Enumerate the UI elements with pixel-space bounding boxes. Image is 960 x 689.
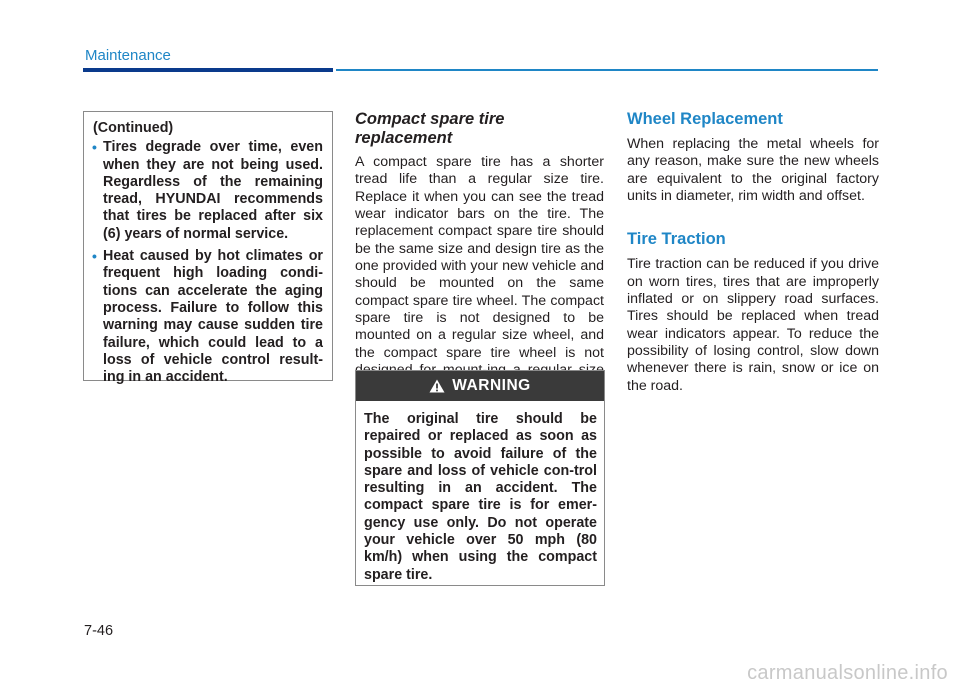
continued-warning-box — [83, 111, 333, 386]
header-rule-light — [336, 69, 878, 71]
continued-label: (Continued) — [93, 120, 174, 136]
right-column — [627, 110, 879, 395]
watermark: carmanualsonline.info — [747, 662, 948, 684]
warning-header — [356, 371, 604, 401]
tire-traction-title: Tire Traction — [627, 230, 726, 249]
compact-spare-section — [355, 110, 604, 397]
bullet-text: Heat caused by hot climates or frequent high loading condi-tions can accelerate the aging process. Failure to follow this warning may cause sudden tire failure, which could lead to a loss of vehicle control result-ing in an accident. — [103, 248, 323, 386]
wheel-replacement-title: Wheel Replacement — [627, 110, 783, 128]
warning-box — [355, 370, 605, 586]
warning-body: The original tire should be repaired or replaced as soon as possible to avoid failure of the spare and loss of vehicle con-trol resulting in an accident. The compact spare tire is for emer-gency use only. Do not operate your vehicle over 50 mph (80 km/h) when using the compact spare tire. — [364, 411, 597, 583]
page-number: 7-46 — [84, 623, 114, 639]
bullet-text: Tires degrade over time, even when they are not being used. Regardless of the remaining tread, HYUNDAI recommends that tires be replaced after six (6) years of normal service. — [103, 139, 323, 242]
bullet-dot-icon: • — [92, 248, 97, 265]
warning-triangle-icon — [429, 379, 445, 393]
bullet-dot-icon: • — [92, 139, 97, 156]
compact-spare-title: Compact spare tire replacement — [355, 110, 505, 147]
header-rule-dark — [83, 68, 333, 72]
wheel-replacement-body: When replacing the metal wheels for any reason, make sure the new wheels are equivalent to the original factory units in diameter, rim width and offset. — [627, 136, 879, 205]
bullet-item — [93, 248, 323, 386]
section-header: Maintenance — [85, 47, 171, 64]
tire-traction-body: Tire traction can be reduced if you drive on worn tires, tires that are improperly inflated or on slippery road surfaces. Tires should be replaced when tread wear indicators appear. To reduce the possibility of losing control, slow down whenever there is rain, snow or ice on the road. — [627, 256, 879, 394]
warning-label: WARNING — [452, 377, 531, 394]
bullet-item — [93, 139, 323, 243]
compact-spare-body: A compact spare tire has a shorter tread life than a regular size tire. Replace it when you can see the tread wear indicator bars on the tire. The replacement compact spare tire should be the same size and design tire as the one provided with your new vehicle and should be mounted on the same compact spare tire wheel. The compact spare tire is not designed to be mounted on a regular size wheel, and the compact spare tire wheel is not — [355, 154, 604, 361]
